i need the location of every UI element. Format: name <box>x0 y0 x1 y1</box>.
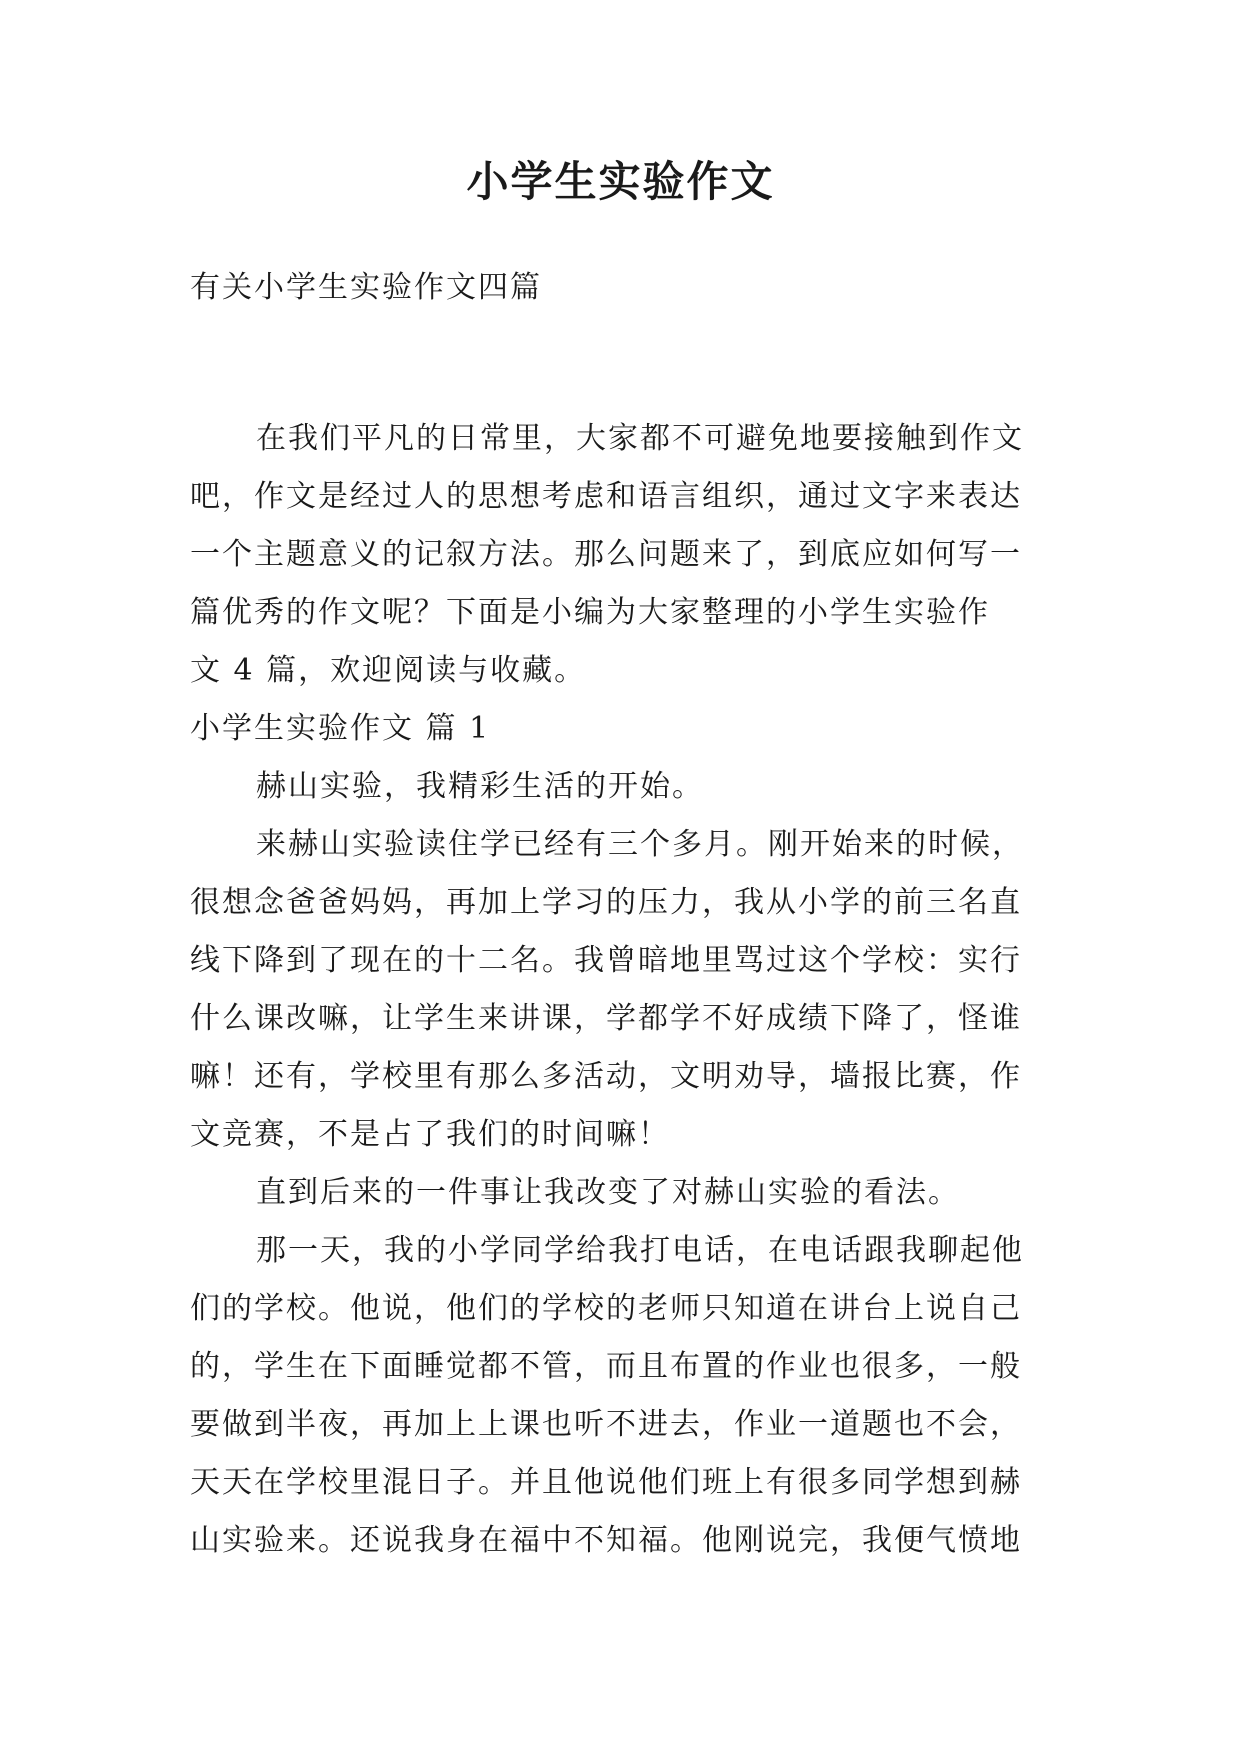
text-line: 文 4 篇，欢迎阅读与收藏。 <box>190 653 587 688</box>
text-line: 赫山实验，我精彩生活的开始。 <box>256 769 704 804</box>
text-line: 线下降到了现在的十二名。我曾暗地里骂过这个学校：实行 <box>190 943 1022 978</box>
text-line: 来赫山实验读住学已经有三个多月。刚开始来的时候， <box>256 827 1024 862</box>
text-line: 那一天，我的小学同学给我打电话，在电话跟我聊起他 <box>256 1233 1024 1268</box>
text-line: 嘛！还有，学校里有那么多活动，文明劝导，墙报比赛，作 <box>190 1059 1022 1094</box>
text-line: 很想念爸爸妈妈，再加上学习的压力，我从小学的前三名直 <box>190 885 1022 920</box>
text-line: 天天在学校里混日子。并且他说他们班上有很多同学想到赫 <box>190 1465 1022 1500</box>
document-body <box>190 410 1090 1570</box>
text-line: 直到后来的一件事让我改变了对赫山实验的看法。 <box>256 1175 960 1210</box>
page-title: 小学生实验作文 <box>466 157 775 206</box>
text-line: 山实验来。还说我身在福中不知福。他刚说完，我便气愤地 <box>190 1523 1022 1558</box>
text-line: 在我们平凡的日常里，大家都不可避免地要接触到作文 <box>256 421 1024 456</box>
text-line: 什么课改嘛，让学生来讲课，学都学不好成绩下降了，怪谁 <box>190 1001 1022 1036</box>
section-heading: 小学生实验作文 篇 1 <box>190 711 491 746</box>
text-line: 的，学生在下面睡觉都不管，而且布置的作业也很多，一般 <box>190 1349 1022 1384</box>
text-line: 篇优秀的作文呢？下面是小编为大家整理的小学生实验作 <box>190 595 990 630</box>
text-line: 吧，作文是经过人的思想考虑和语言组织，通过文字来表达 <box>190 479 1022 514</box>
text-line: 们的学校。他说，他们的学校的老师只知道在讲台上说自己 <box>190 1291 1022 1326</box>
text-line: 要做到半夜，再加上上课也听不进去，作业一道题也不会， <box>190 1407 1022 1442</box>
text-line: 文竞赛，不是占了我们的时间嘛！ <box>190 1117 670 1152</box>
page-subtitle: 有关小学生实验作文四篇 <box>190 270 542 305</box>
text-line: 一个主题意义的记叙方法。那么问题来了，到底应如何写一 <box>190 537 1022 572</box>
